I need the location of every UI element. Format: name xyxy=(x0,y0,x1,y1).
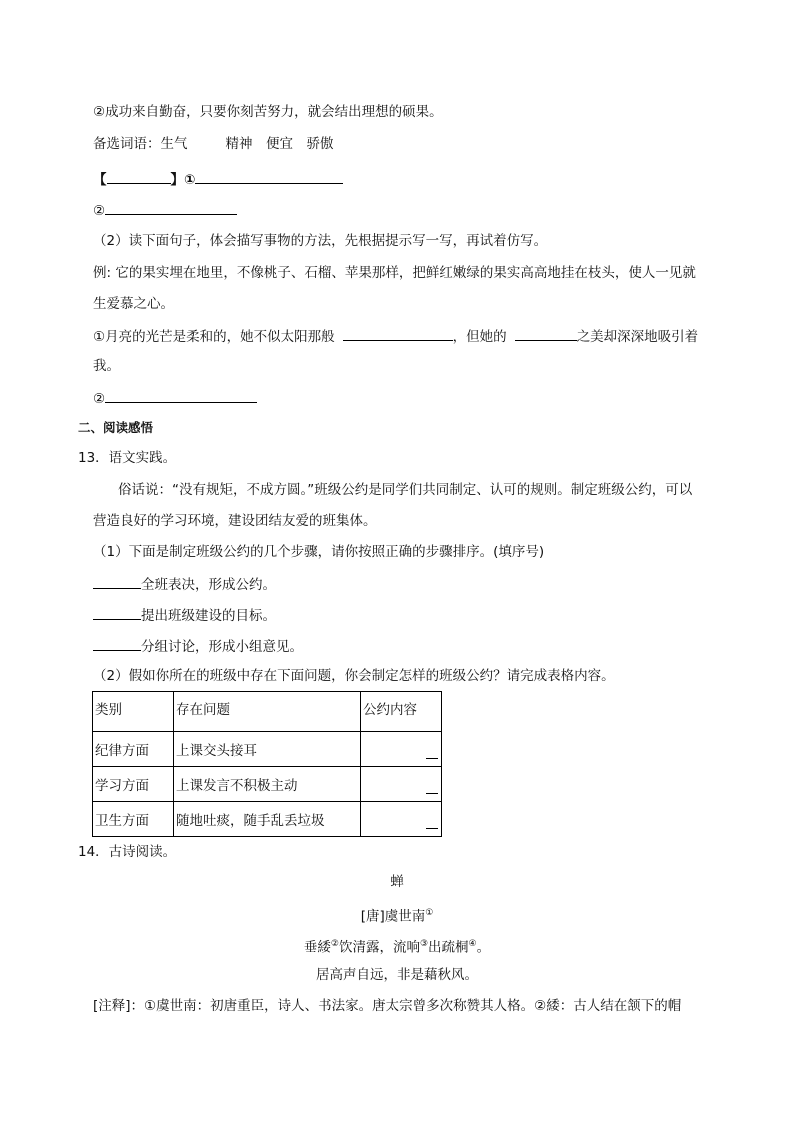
answer-blank xyxy=(426,828,438,829)
bracket-close: 】 xyxy=(170,172,184,188)
step-text: 提出班级建设的目标。 xyxy=(141,608,276,624)
answer-line-1 xyxy=(93,169,343,189)
step-blank[interactable] xyxy=(93,574,141,589)
poem-segment: 饮清露，流响 xyxy=(338,939,420,956)
note-mark-2: ② xyxy=(330,939,339,949)
q13-intro-2: 营造良好的学习环境，建设团结友爱的班集体。 xyxy=(93,513,377,529)
q13-title: 13．语文实践。 xyxy=(78,450,177,466)
convention-table xyxy=(92,691,442,837)
cell-answer[interactable] xyxy=(361,802,442,837)
header-problem: 存在问题 xyxy=(174,692,361,732)
part2-instruction: （2）读下面句子，体会描写事物的方法，先根据提示写一写，再试着仿写。 xyxy=(93,233,548,249)
poem-line-1 xyxy=(0,935,794,957)
poem-segment: 出疏桐 xyxy=(428,939,469,956)
answer-blank xyxy=(426,758,438,759)
moon-part-b: ，但她的 xyxy=(452,329,507,345)
moon-part-a: ①月亮的光芒是柔和的，她不似太阳那般 xyxy=(93,329,335,345)
cell-problem: 上课发言不积极主动 xyxy=(174,767,361,802)
cell-answer[interactable] xyxy=(361,767,442,802)
poem-title: 蝉 xyxy=(390,874,404,890)
table-row xyxy=(93,802,442,837)
step-row xyxy=(93,574,276,594)
poem-line-2: 居高声自远，非是藉秋风。 xyxy=(316,967,478,983)
q13-part1: （1）下面是制定班级公约的几个步骤，请你按照正确的步骤排序。(填序号) xyxy=(93,544,545,560)
note-mark-1: ① xyxy=(425,908,434,918)
blank-moon-1[interactable] xyxy=(343,326,453,341)
q14-title: 14．古诗阅读。 xyxy=(78,844,177,860)
author-text: [唐]虞世南 xyxy=(360,908,426,925)
section-title: 二、阅读感悟 xyxy=(78,420,154,435)
poem-segment: 。 xyxy=(476,939,491,956)
example-line-1: 例: 它的果实埋在地里，不像桃子、石榴、苹果那样，把鲜红嫩绿的果实高高地挂在枝头，使人一见就 xyxy=(93,265,696,281)
step-blank[interactable] xyxy=(93,636,141,651)
header-category: 类别 xyxy=(93,692,174,732)
table-row xyxy=(93,767,442,802)
table-row xyxy=(93,732,442,767)
cell-category: 卫生方面 xyxy=(93,802,174,837)
blank-moon-2[interactable] xyxy=(515,326,577,341)
answer-line-imitate xyxy=(93,388,257,408)
poem-author xyxy=(0,904,794,926)
word-options xyxy=(93,135,334,153)
blank-word[interactable] xyxy=(107,169,171,184)
poem-notes: [注释]：①虞世南：初唐重臣，诗人、书法家。唐太宗曾多次称赞其人格。②緌：古人结在颔下的帽 xyxy=(93,998,682,1014)
circle-1: ① xyxy=(184,172,196,188)
options-words: 精神 便宜 骄傲 xyxy=(225,136,334,152)
options-label: 备选词语：生气 xyxy=(93,136,188,152)
cell-category: 纪律方面 xyxy=(93,732,174,767)
answer-line-2 xyxy=(93,200,237,220)
step-blank[interactable] xyxy=(93,605,141,620)
poem-segment: 垂緌 xyxy=(303,939,331,956)
header-content: 公约内容 xyxy=(361,692,442,732)
blank-sentence-1[interactable] xyxy=(195,169,343,184)
step-text: 分组讨论，形成小组意见。 xyxy=(141,639,303,655)
moon-part-c: 之美却深深地吸引着 xyxy=(576,329,699,345)
q13-intro-1: 俗话说：“没有规矩，不成方圆。”班级公约是同学们共同制定、认可的规则。制定班级公约，可以 xyxy=(118,482,693,498)
note-mark-4: ④ xyxy=(468,939,477,949)
circle-2b: ② xyxy=(93,391,106,407)
answer-blank xyxy=(426,793,438,794)
example-line-2: 生爱慕之心。 xyxy=(93,296,174,312)
circle-2: ② xyxy=(93,203,106,219)
blank-imitate[interactable] xyxy=(105,388,257,403)
step-row xyxy=(93,605,276,625)
moon-sentence xyxy=(93,326,698,346)
step-row xyxy=(93,636,303,656)
sentence-2: ②成功来自勤奋，只要你刻苦努力，就会结出理想的硕果。 xyxy=(93,104,443,120)
q13-part2: （2）假如你所在的班级中存在下面问题，你会制定怎样的班级公约？请完成表格内容。 xyxy=(93,668,615,684)
table-header-row xyxy=(93,692,442,732)
cell-problem: 随地吐痰，随手乱丢垃圾 xyxy=(174,802,361,837)
cell-problem: 上课交头接耳 xyxy=(174,732,361,767)
blank-sentence-2[interactable] xyxy=(105,200,237,215)
note-mark-3: ③ xyxy=(419,939,429,949)
moon-sentence-end: 我。 xyxy=(93,358,120,374)
step-text: 全班表决，形成公约。 xyxy=(141,577,276,593)
bracket-open: 【 xyxy=(93,172,107,188)
cell-answer[interactable] xyxy=(361,732,442,767)
cell-category: 学习方面 xyxy=(93,767,174,802)
